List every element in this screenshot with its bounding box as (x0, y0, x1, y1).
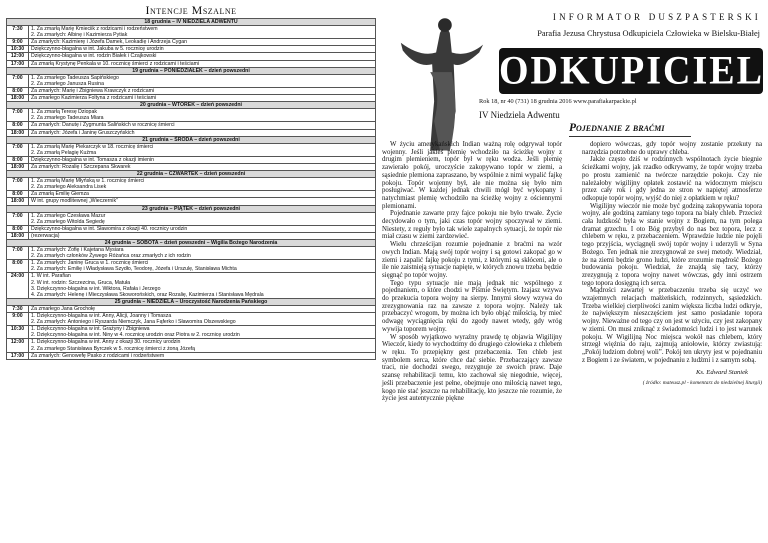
intentions-title: Intencje Mszalne (145, 3, 237, 17)
intention-text: (rezerwacja) (29, 232, 376, 239)
mass-time: 12:00 (7, 339, 29, 352)
intention-text: 1. Za zmarłego Tadeusza Sapińskiego 2. Za zmarłego Janusza Rusina (29, 74, 376, 87)
intention-row (7, 339, 376, 352)
title-underline (569, 136, 691, 137)
intention-row (7, 191, 376, 198)
day-header-row (7, 136, 376, 143)
mass-time: 7:00 (7, 74, 29, 87)
intention-text: Dziękczynno-błagalna w int. Tomasza z okazji imienin (29, 156, 376, 163)
intention-text: 1. Za zmarłego Czesława Mazur 2. Za zmarłego Witolda Segiedę (29, 212, 376, 225)
mass-time: 17:00 (7, 352, 29, 359)
mass-time: 8:00 (7, 122, 29, 129)
article-paragraph: Wigilijny wieczór nie może być godziną zakopywania topora wojny, ale godziną zamiany tego topora na biały chleb. Przecież cała ludzkość była w stanie wojny z Bogiem, na tym polega dramat grzechu. I oto Bóg przybył do nas bez topora, lecz z chlebem w ręku, z przebaczeniem. Wprawdzie ludzie nie pojęli tego przyjścia, wyciągnęli swój topór wojny i uderzyli w Syna Bożego. Ten jednak nie zrezygnował ze swej metody. Wiedział, że na ziemi będzie grono ludzi, które zrozumie mądrość Bożego budowania pokoju. Wiedział, że znajdą się tacy, którzy zrezygnują z topora wojny nawet wówczas, gdy inni ostrzem tego topora dosięgną ich serca. (582, 202, 762, 287)
mass-time: 8:00 (7, 225, 29, 232)
day-header-row (7, 205, 376, 212)
day-header-row (7, 19, 376, 26)
mass-time: 8:00 (7, 156, 29, 163)
mass-time: 18:00 (7, 95, 29, 102)
intention-text: Dziękczynno-błagalna w int. Jakuba w 5. rocznicę urodzin (29, 46, 376, 53)
article-paragraph: W sposób wyjątkowo wyraźny prawdę tę objawia Wigilijny Wieczór, kiedy to wychodzimy do drugiego człowieka z chlebem w ręku. To przepiękny gest przebaczenia. Ten chleb jest symbolem serca, które chce dać siebie. Przebaczający zawsze traci, nie dochodzi swego, rezygnuje ze swoich praw. Daje szansę rehabilitacji temu, kto zachował się niegodnie, więcej, jeśli przebaczenie jest pełne, obejmuje ono miłością nawet tego, kogo nie stać jeszcze na rehabilitację, kto jeszcze nie rozumie, że życie jest autentycznie piękne (382, 333, 562, 403)
mass-time: 18:00 (7, 129, 29, 136)
day-header: 25 grudnia – NIEDZIELA – Uroczystość Narodzenia Pańskiego (7, 298, 376, 305)
intention-row (7, 305, 376, 312)
day-header: 19 grudnia – PONIEDZIAŁEK – dzień powszedni (7, 67, 376, 74)
informator-heading: INFORMATOR DUSZPASTERSKI (552, 12, 761, 22)
article-paragraph: Pojednanie zawarte przy fajce pokoju nie było trwałe. Życie decydowało o tym, jaki czas topór wojny spoczywał w ziemi. Niestety, z reguły było tak wiele zapalnych sytuacji, że topór nie miał czasu w ziemi zardzewieć. (382, 210, 562, 241)
intention-row (7, 313, 376, 326)
day-header-row (7, 102, 376, 109)
mass-time: 7:30 (7, 26, 29, 39)
intention-row (7, 60, 376, 67)
intention-row (7, 109, 376, 122)
article-paragraph: Jakże często dziś w rodzinnych wspólnotach życie biegnie ścieżkami wojny, jak rzadko odkrywamy, że topór wojny trzeba po prostu zamienić na twórcze narzędzie pokoju. Czy nie należałoby wigilijny opłatek zostawić na widocznym miejscu przez cały rok i gdy jedna ze stron w napiętej atmosferze odkopuje topór wojny, wyjść do niej z opłatkiem w ręku? (582, 156, 762, 202)
intention-row (7, 247, 376, 260)
day-header-row (7, 171, 376, 178)
intention-text: Dziękczynno-błagalna w int. rodzin Białek i Czajkowski (29, 53, 376, 60)
intention-row (7, 352, 376, 359)
intention-text: Dziękczynno-błagalna w int. Sławomira z okazji 40. rocznicy urodzin (29, 225, 376, 232)
mass-time: 7:00 (7, 143, 29, 156)
day-header: 18 grudnia – IV NIEDZIELA ADWENTU (7, 19, 376, 26)
intention-text: W int. grupy modlitewnej „Wieczernik” (29, 198, 376, 205)
mass-time: 7:00 (7, 178, 29, 191)
day-header: 20 grudnia – WTOREK – dzień powszedni (7, 102, 376, 109)
mass-time: 7:00 (7, 109, 29, 122)
day-header: 23 grudnia – PIĄTEK – dzień powszedni (7, 205, 376, 212)
intention-row (7, 26, 376, 39)
christ-statue-icon (391, 2, 489, 152)
intention-text: Za zmarłego Jana Grochołę (29, 305, 376, 312)
intention-row (7, 273, 376, 298)
mass-time: 7:00 (7, 247, 29, 260)
intention-text: Za zmarłego Kazimierza Foltyna z rodzicami i teściami (29, 95, 376, 102)
mass-time: 18:00 (7, 163, 29, 170)
article-paragraph: Mądrości zawartej w przebaczeniu trzeba się uczyć we wzajemnych relacjach małżeńskich, rodzinnych, sąsiedzkich. Trzeba wielkiej cierpliwości zanim większa liczba ludzi odkryje, że największym nieszczęściem jest samo posiadanie topora wojny. Nieważne od tego czy on jest w użyciu, czy jest zakopany w ziemi. On musi zniknąć z świadomości ludzi i to jest warunek pokoju. W Wigilijną Noc miejsca wokół nas chlebem, który strzegł więźnia do raju, zajmują aniołowie, którzy zwiastują: „Pokój ludziom dobrej woli”. Pokój ten ukryty jest w pojednaniu z Bogiem i ze światem, w pojednaniu z ludźmi i z samym sobą. (582, 287, 762, 364)
article-title: Pojednanie z braćmi (569, 122, 665, 134)
intention-text: 1. Dziękczynno-błagalna w int. Anny z okazji 30. rocznicy urodzin 2. Za zmarłego Stanisława Byrczek w 5. rocznicę śmierci z żoną Józefą (29, 339, 376, 352)
day-header-row (7, 67, 376, 74)
intention-text: 1. Za zmarłą Teresę Dziopak 2. Za zmarłego Tadeusza Miara (29, 109, 376, 122)
intention-row (7, 225, 376, 232)
intention-row (7, 232, 376, 239)
intention-text: Za zmarłych: Genowefę Pasko z rodzicami i rodzeństwem (29, 352, 376, 359)
intention-row (7, 212, 376, 225)
day-header: 21 grudnia – ŚRODA – dzień powszedni (7, 136, 376, 143)
intention-text: Za zmarłą Emilię Giemza (29, 191, 376, 198)
mass-time: 24:00 (7, 273, 29, 298)
mass-time: 7:30 (7, 305, 29, 312)
liturgical-week: IV Niedziela Adwentu (479, 110, 560, 120)
issue-info: Rok 18, nr 40 (731) 18 grudnia 2016 www.parafiakarpackie.pl (479, 98, 637, 105)
intention-row (7, 39, 376, 46)
day-header: 22 grudnia – CZWARTEK – dzień powszedni (7, 171, 376, 178)
intention-text: 1. Za zmarłą Marię Piekarczyk w 18. rocznicę śmierci 2. Za zmarłą Pelagię Kuźma (29, 143, 376, 156)
intention-text: Za zmarłych: Kazimierę i Józefa Damek, Leokadię i Andrzeja Cygan (29, 39, 376, 46)
intention-text: 1. Za zmarłą Marię Młyńską w 1. rocznicę śmierci 2. Za zmarłego Aleksandra Lisek (29, 178, 376, 191)
intention-text: Za zmarłych: Marię i Zbigniewa Krawczyk z rodzicami (29, 87, 376, 94)
column-2-paragraphs (582, 141, 762, 364)
mass-time: 8:00 (7, 191, 29, 198)
intention-row (7, 87, 376, 94)
intention-row (7, 260, 376, 273)
mass-time: 8:00 (7, 260, 29, 273)
intention-text: Za zmarłych: Józefa i Janinę Gruszczyńskich (29, 129, 376, 136)
day-header-row (7, 298, 376, 305)
article-column-1 (382, 141, 562, 403)
mass-time: 10:30 (7, 326, 29, 339)
article-paragraph: Wielu chrześcijan rozumie pojednanie z braćmi na wzór owych Indian. Mają swój topór wojny i są gotowi zakopać go w ziemi i zapalić fajkę pokoju z tymi, z którymi są skłóceni, ale o ile nie zaistnieją sytuacje napięte, w których znowu trzeba będzie sięgnąć po topór wojny. (382, 241, 562, 279)
article-paragraph: dopiero wówczas, gdy topór wojny zostanie przekuty na narzędzia potrzebne do uprawy chleba. (582, 141, 762, 156)
mass-time: 18:00 (7, 232, 29, 239)
intention-row (7, 156, 376, 163)
intention-row (7, 143, 376, 156)
intention-text: Za zmarłą Krystynę Penkala w 10. rocznicę śmierci z rodzicami i teściami (29, 60, 376, 67)
mass-time: 8:00 (7, 87, 29, 94)
intention-row (7, 74, 376, 87)
mass-time: 17:00 (7, 60, 29, 67)
intention-text: 1. W int. Parafian 2. W int. rodzin: Szczezcina, Gruca, Matuła 3. Dziękczynno-błagalna w int. Wiktora, Rafała i Jerzego 4. Za zmarłych: Helenę i Mieczysława Skoworońskich, oraz Rozalię, Kazimierza i Stanisława Mędrala (29, 273, 376, 298)
intention-text: 1. Za zmarłych: Zofię i Kajetana Mysiara 2. Za zmarłych członków Żywego Różańca oraz zmarłych z ich rodzin (29, 247, 376, 260)
mass-time: 9:00 (7, 313, 29, 326)
intention-row (7, 198, 376, 205)
intention-row (7, 178, 376, 191)
article-paragraph: W życiu amerykańskich Indian ważną rolę odgrywał topór wojenny. Jeśli jakieś plemię wchodziło na ścieżkę wojny z drugim plemieniem, topór był w ręku wodza. Jeśli plemię zawierało pokój, uroczyście zakopywano topór w ziemi, a sąsiednie plemiona zapraszano, by wspólnie z nimi wypalić fajkę pokoju. Topór wojenny był, ale nie można się było nim posługiwać. W każdej jednak chwili mógł być wykopany i natychmiast plemię wchodziło na ścieżkę wojny z ościennymi plemionami. (382, 141, 562, 210)
newsletter-page (383, 0, 763, 543)
intention-row (7, 163, 376, 170)
article-paragraph: Tego typu sytuacje nie mają jednak nic wspólnego z pojednaniem, o które chodzi w Piśmie Świętym. Izajasz wzywa do przekucia topora wojny na sierpy. Innymi słowy wzywa do zrezygnowania raz na zawsze z topora wojny. Należy tak przebaczyć wrogom, by można ich było objąć miłością, by mieć odwagę wyciągnięcia ręki do zgody nawet wtedy, gdy wróg wywija toporem wojny. (382, 279, 562, 333)
intention-text: 1. Dziękczynno-błagalna w int. Grażyny i Zbigniewa 2. Dziękczynno-błagalna w int. Niny w 4. rocznicę urodzin oraz Piotra w 2. rocznicę urodzin (29, 326, 376, 339)
intention-text: Za zmarłych: Danutę i Zygmunta Salińskich w rocznicę śmierci (29, 122, 376, 129)
intention-text: 1. Dziękczynno-błagalna w int. Anny, Alicji, Joanny i Tomasza 2. Za zmarłych: Antoniego i Ryszarda Niemczyk, Jana Fąferko i Sławomira Olszewskiego (29, 313, 376, 326)
mass-time: 7:00 (7, 212, 29, 225)
intentions-table (6, 18, 376, 360)
article-column-2 (582, 141, 762, 388)
intention-row (7, 46, 376, 53)
mass-intentions (6, 3, 376, 540)
intention-text: 1. Za zmarłą Marię Kmieciik z rodzicami i rodzeństwem 2. Za zmarłych: Albinę i Kazimierza Pytiak (29, 26, 376, 39)
author-signature: Ks. Edward Staniek (696, 369, 748, 377)
mass-time: 10:30 (7, 46, 29, 53)
newsletter-logo (499, 48, 763, 94)
parish-name: Parafia Jezusa Chrystusa Odkupiciela Człowieka w Bielsku-Białej (537, 29, 760, 38)
intention-row (7, 326, 376, 339)
mass-time: 18:00 (7, 198, 29, 205)
source-note: ( źródło: mateusz.pl - komentarz do niedzielnej liturgii) (642, 380, 762, 387)
intention-row (7, 53, 376, 60)
intention-text: 1. Za zmarłych: Janinę Gruca w 1. rocznicę śmierci 2. Za zmarłych: Emilię i Władysława Szydło, Teodorę, Józefa i Urszulę, Stanisława Michta (29, 260, 376, 273)
mass-time: 12:00 (7, 53, 29, 60)
mass-time: 9:00 (7, 39, 29, 46)
intention-row (7, 95, 376, 102)
day-header: 24 grudnia – SOBOTA – dzień powszedni – Wigilia Bożego Narodzenia (7, 240, 376, 247)
intention-row (7, 122, 376, 129)
logo-text: ODKUPICIEL (499, 48, 764, 94)
day-header-row (7, 240, 376, 247)
intention-row (7, 129, 376, 136)
intention-text: Za zmarłych: Rozalię i Szczepana Skwarek (29, 163, 376, 170)
